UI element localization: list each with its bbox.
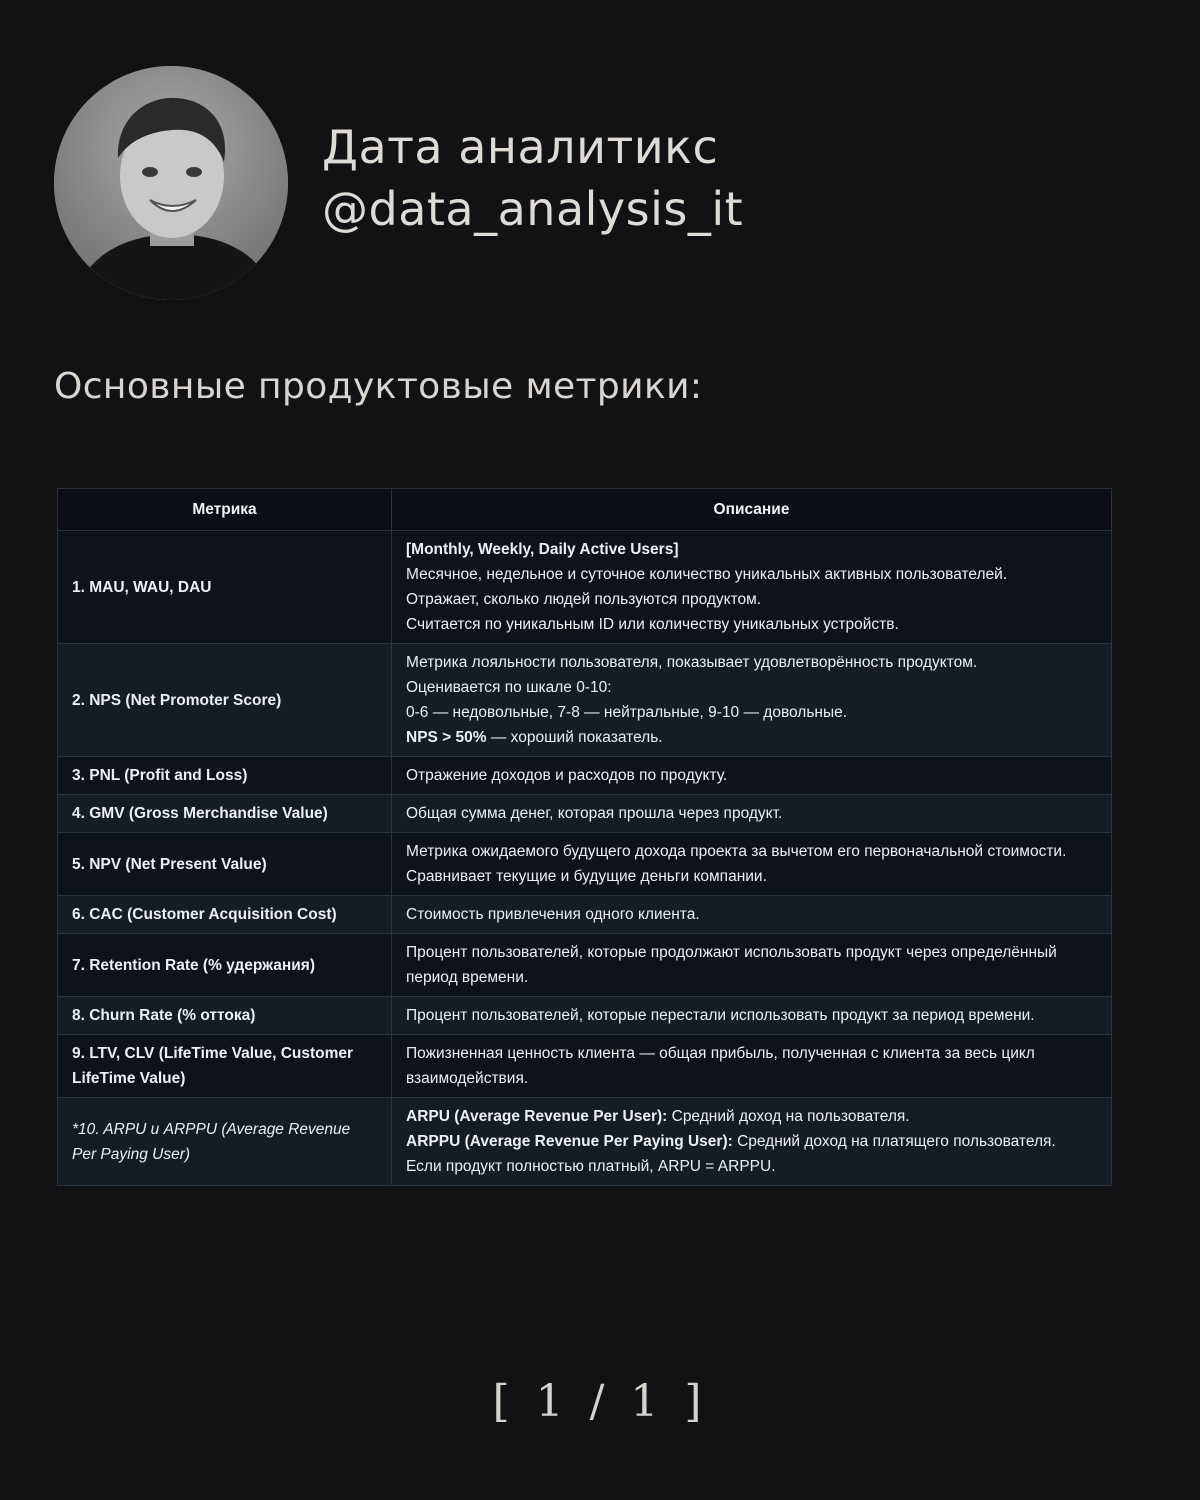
description-cell: Пожизненная ценность клиента — общая прибыль, полученная с клиента за весь цикл взаимодействия. (392, 1035, 1112, 1098)
description-text: — хороший показатель. (486, 729, 663, 746)
description-line: Месячное, недельное и суточное количество уникальных активных пользователей. (406, 566, 1008, 583)
description-line: [Monthly, Weekly, Daily Active Users] (406, 541, 679, 558)
description-line (406, 725, 1097, 750)
section-title: Основные продуктовые метрики: (54, 366, 703, 407)
table-header-row (58, 489, 1112, 531)
table-row (58, 644, 1112, 757)
description-cell (392, 1098, 1112, 1186)
description-cell (392, 644, 1112, 757)
table-row (58, 997, 1112, 1035)
description-cell: Стоимость привлечения одного клиента. (392, 896, 1112, 934)
table-row (58, 1035, 1112, 1098)
description-line: 0-6 — недовольные, 7-8 — нейтральные, 9-10 — довольные. (406, 704, 848, 721)
description-cell: Процент пользователей, которые продолжают использовать продукт через определённый период времени. (392, 934, 1112, 997)
description-cell (392, 531, 1112, 644)
table-row (58, 795, 1112, 833)
description-cell: Процент пользователей, которые перестали использовать продукт за период времени. (392, 997, 1112, 1035)
page-indicator: [ 1 / 1 ] (492, 1376, 708, 1427)
description-line: Если продукт полностью платный, ARPU = ARPPU. (406, 1158, 776, 1175)
column-header-metric: Метрика (58, 489, 392, 531)
table-row (58, 531, 1112, 644)
metric-cell: 3. PNL (Profit and Loss) (58, 757, 392, 795)
table-row (58, 833, 1112, 896)
metric-cell: 4. GMV (Gross Merchandise Value) (58, 795, 392, 833)
description-cell: Общая сумма денег, которая прошла через продукт. (392, 795, 1112, 833)
metric-cell: 6. CAC (Customer Acquisition Cost) (58, 896, 392, 934)
description-text: Средний доход на пользователя. (667, 1108, 910, 1125)
description-line: Метрика ожидаемого будущего дохода проекта за вычетом его первоначальной стоимости. (406, 843, 1067, 860)
avatar-photo (54, 66, 288, 300)
description-line: Отражает, сколько людей пользуются продуктом. (406, 591, 762, 608)
table-row (58, 1098, 1112, 1186)
column-header-description: Описание (392, 489, 1112, 531)
description-cell (392, 833, 1112, 896)
description-text: Средний доход на платящего пользователя. (732, 1133, 1056, 1150)
metric-cell: 2. NPS (Net Promoter Score) (58, 644, 392, 757)
metric-cell: *10. ARPU и ARPPU (Average Revenue Per Paying User) (58, 1098, 392, 1186)
metric-cell: 9. LTV, CLV (LifeTime Value, Customer LifeTime Value) (58, 1035, 392, 1098)
description-cell: Отражение доходов и расходов по продукту. (392, 757, 1112, 795)
table-row (58, 757, 1112, 795)
metric-cell: 5. NPV (Net Present Value) (58, 833, 392, 896)
table-row (58, 934, 1112, 997)
description-line (406, 1104, 1097, 1129)
metric-cell: 8. Churn Rate (% оттока) (58, 997, 392, 1035)
channel-name: Дата аналитикс (322, 120, 719, 174)
channel-handle: @data_analysis_it (322, 182, 744, 236)
description-line: Сравнивает текущие и будущие деньги компании. (406, 868, 767, 885)
description-bold: ARPPU (Average Revenue Per Paying User): (406, 1133, 733, 1150)
description-line: Метрика лояльности пользователя, показывает удовлетворённость продуктом. (406, 654, 978, 671)
description-line: Оценивается по шкале 0-10: (406, 679, 612, 696)
table-row (58, 896, 1112, 934)
metric-cell: 1. MAU, WAU, DAU (58, 531, 392, 644)
description-bold: NPS > 50% (406, 729, 487, 746)
description-bold: ARPU (Average Revenue Per User): (406, 1108, 668, 1125)
metric-cell: 7. Retention Rate (% удержания) (58, 934, 392, 997)
avatar (54, 66, 288, 300)
description-line: Считается по уникальным ID или количеству уникальных устройств. (406, 616, 899, 633)
description-line (406, 1129, 1097, 1154)
metrics-table (57, 488, 1112, 1186)
